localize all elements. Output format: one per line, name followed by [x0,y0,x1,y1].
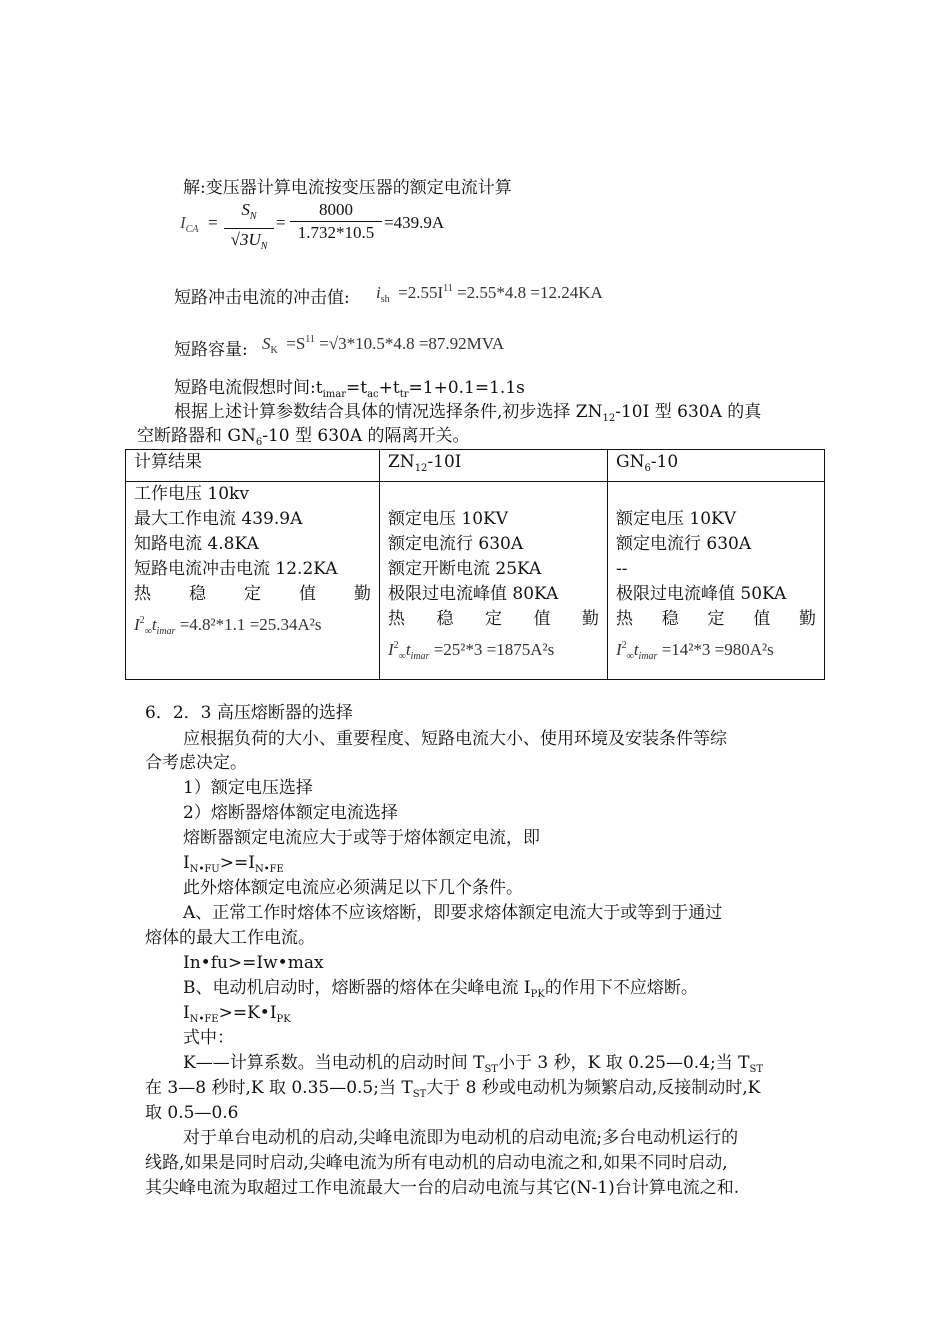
short-circuit-capacity-label: 短路容量: [174,340,248,360]
section-p1-line1: 应根据负荷的大小、重要程度、短路电流大小、使用环境及安装条件等综 [183,729,727,749]
section-k-line1: K——计算系数。当电动机的启动时间 $T_{ST}$小于 3 秒，K 取 0.25—0.4;当 $T_{ST}$ [183,1053,764,1075]
section-last-line1: 对于单台电动机的启动,尖峰电流即为电动机的启动电流;多台电动机运行的 [183,1128,739,1148]
table-header-calc: 计算结果 [126,450,380,482]
section-formula-3: $I_{N•FE}>=K•I_{PK}$ [183,1003,291,1025]
formula1-fraction-numeric: 8000 1.732*10.5 [290,199,382,244]
impact-current-formula: $i_{sh} =2.55I^{11} =2.55*4.8 =12.24KA$ [376,283,603,305]
section-where: 式中： [183,1028,234,1048]
formula1-result: =439.9A [384,213,445,232]
table-cell-gn: 额定电压 10KV 额定电流行 630A -- 极限过电流峰值 50KA 热 稳 定 值 勤 $I^2_\infty t_{imar} =14^2*3 =980A^2s$ [608,482,825,680]
short-circuit-capacity-formula: $S_K =S^{11} =√3*10.5*4.8 =87.92MVA$ [262,334,505,356]
formula1-fraction-symbolic: $S_N$ $√3U_N$ [224,199,274,258]
table-header-zn: $ZN_{12}-10I$ [380,450,608,482]
section-last-line3: 其尖峰电流为取超过工作电流最大一台的启动电流与其它(N-1)台计算电流之和. [145,1178,740,1198]
formula1-lhs: I [180,213,186,232]
section-p1-line2: 合考虑决定。 [145,753,247,773]
section-p2: 熔断器额定电流应大于或等于熔体额定电流，即 [183,828,540,848]
intro-text: 解:变压器计算电流按变压器的额定电流计算 [183,178,512,198]
table-header-gn: $GN_6-10$ [608,450,825,482]
section-item-1: 1）额定电压选择 [183,778,313,798]
section-item-2: 2）熔断器熔体额定电流选择 [183,803,398,823]
section-k-line2: 在 3—8 秒时,K 取 0.35—0.5;当 $T_{ST}$大于 8 秒或电动机为频繁启动,反接制动时,K [145,1078,761,1100]
section-last-line2: 线路,如果是同时启动,尖峰电流为所有电动机的启动电流之和,如果不同时启动, [145,1153,728,1173]
section-formula-1: $I_{N•FU}>=I_{N•FE}$ [183,853,284,875]
selection-line-1: 根据上述计算参数结合具体的情况选择条件,初步选择 $ZN_{12}-10I$ 型 630A 的真 [174,402,762,424]
selection-line-2: 空断路器和 $GN_6-10$ 型 630A 的隔离开关。 [137,426,470,448]
table-cell-calc: 工作电压 10kv 最大工作电流 439.9A 知路电流 4.8KA 短路电流冲击电流 12.2KA 热 稳 定 值 勤 $I^2_\infty t_{imar} =4.8^2*1.1 =25.34A^2s$ [126,482,380,680]
section-k-line3: 取 0.5—0.6 [145,1103,239,1123]
section-title: 6．2．3 高压熔断器的选择 [145,703,353,723]
section-pA-line1: A、正常工作时熔体不应该熔断，即要求熔体额定电流大于或等到于通过 [183,903,723,923]
results-table [125,449,825,680]
section-pA-line2: 熔体的最大工作电流。 [145,928,315,948]
formula1-lhs-sub: CA [185,224,199,235]
fictitious-time-text: 短路电流假想时间$:t_{imar}=t_{ac}+t_{tr}=1+0.1=1.1s$ [174,378,525,400]
table-cell-zn: 额定电压 10KV 额定电流行 630A 额定开断电流 25KA 极限过电流峰值 80KA 热 稳 定 值 勤 $I^2_\infty t_{imar} =25^2*3 =1875A^2s$ [380,482,608,680]
section-pB: B、电动机启动时，熔断器的熔体在尖峰电流 $I_{PK}$的作用下不应熔断。 [183,978,698,1000]
impact-current-label: 短路冲击电流的冲击值: [174,288,350,308]
section-p3: 此外熔体额定电流应必须满足以下几个条件。 [183,878,523,898]
section-formula-2: In•fu>=Iw•max [183,953,324,973]
